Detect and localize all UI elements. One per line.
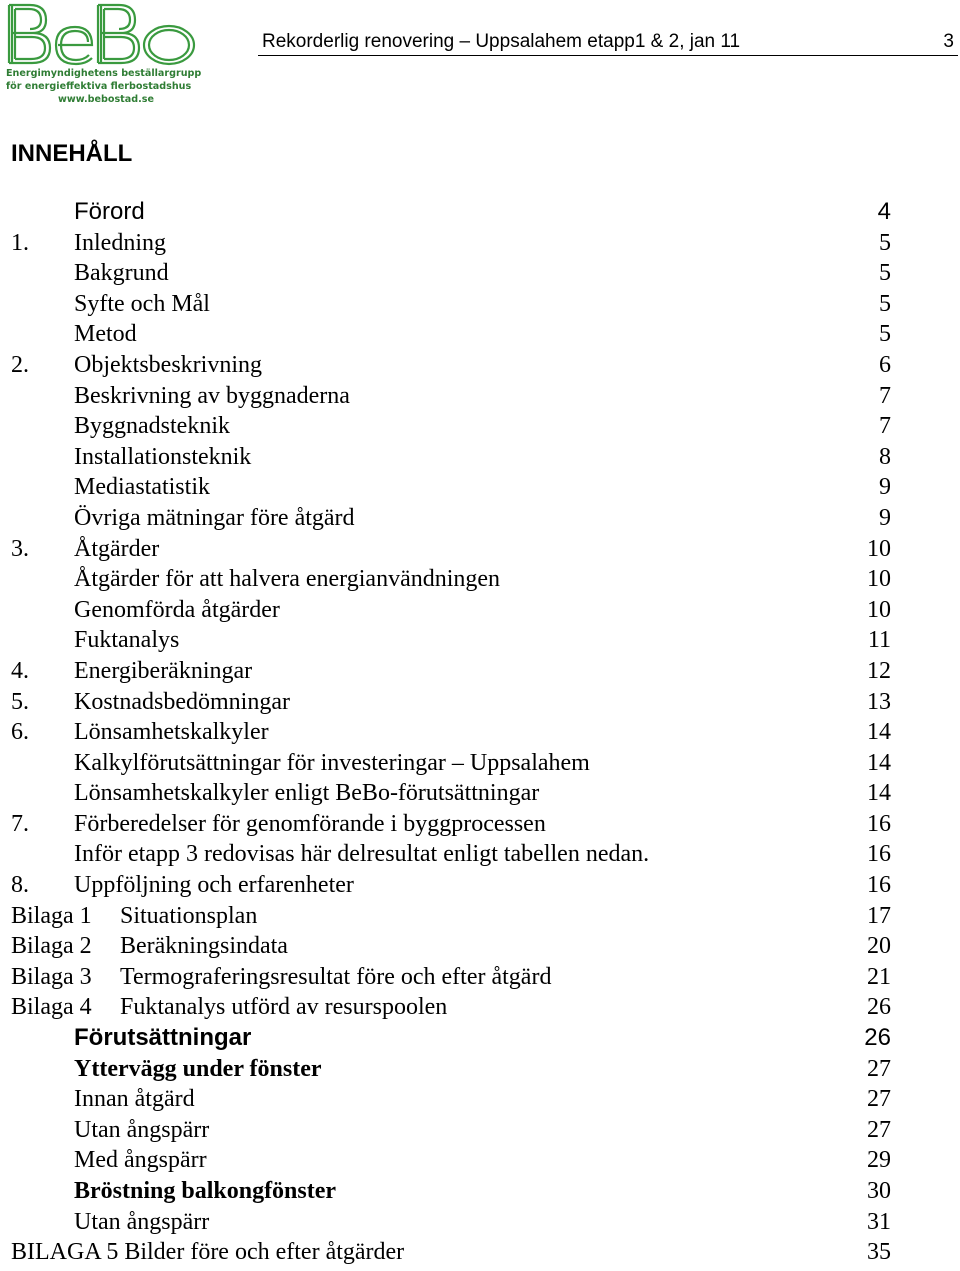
toc-entry[interactable] bbox=[0, 1237, 960, 1268]
toc-entry-title: Innan åtgärd bbox=[74, 1086, 195, 1113]
toc-entry-page: 27 bbox=[867, 1086, 891, 1113]
toc-entry-page: 10 bbox=[867, 596, 891, 623]
toc-entry[interactable] bbox=[0, 1084, 960, 1115]
toc-entry[interactable] bbox=[0, 228, 960, 259]
toc-entry[interactable] bbox=[0, 595, 960, 626]
toc-entry[interactable] bbox=[0, 197, 960, 228]
toc-entry-title: Fuktanalys bbox=[74, 627, 180, 654]
toc-entry[interactable] bbox=[0, 809, 960, 840]
toc-entry-title: Energiberäkningar bbox=[74, 657, 253, 684]
toc-entry-page: 10 bbox=[867, 535, 891, 562]
toc-entry-page: 20 bbox=[867, 933, 891, 960]
toc-entry[interactable] bbox=[0, 1023, 960, 1054]
toc-entry-title: Åtgärder bbox=[74, 535, 160, 562]
toc-entry-page: 9 bbox=[879, 474, 891, 501]
toc-entry-title: Utan ångspärr bbox=[74, 1116, 210, 1143]
toc-entry-page: 7 bbox=[879, 413, 891, 440]
toc-entry-page: 4 bbox=[877, 198, 891, 225]
toc-entry-page: 16 bbox=[867, 810, 891, 837]
toc-entry-page: 5 bbox=[879, 321, 891, 348]
toc-entry-title: Med ångspärr bbox=[74, 1147, 207, 1174]
toc-entry[interactable] bbox=[0, 442, 960, 473]
toc-entry-number: 3. bbox=[11, 535, 29, 562]
toc-entry-page: 5 bbox=[879, 290, 891, 317]
toc-entry-title: Beräkningsindata bbox=[120, 933, 288, 960]
toc-entry-page: 7 bbox=[879, 382, 891, 409]
toc-entry[interactable] bbox=[0, 411, 960, 442]
toc-entry-title: Beskrivning av byggnaderna bbox=[74, 382, 350, 409]
toc-entry-title: Åtgärder för att halvera energianvändningen bbox=[74, 566, 501, 593]
toc-entry-page: 29 bbox=[867, 1147, 891, 1174]
toc-entry-page: 13 bbox=[867, 688, 891, 715]
logo-tagline-1: Energimyndighetens beställargrupp bbox=[6, 68, 202, 79]
page-number: 3 bbox=[943, 31, 954, 52]
toc-entry[interactable] bbox=[0, 381, 960, 412]
toc-entry-title: Lönsamhetskalkyler bbox=[74, 719, 269, 746]
toc-entry-title: Övriga mätningar före åtgärd bbox=[74, 504, 355, 531]
toc-entry-number: 4. bbox=[11, 657, 29, 684]
toc-entry-title: Förberedelser för genomförande i byggprocessen bbox=[74, 810, 546, 837]
toc-entry-title: Installationsteknik bbox=[74, 443, 252, 470]
toc-entry[interactable] bbox=[0, 992, 960, 1023]
toc-entry-page: 26 bbox=[867, 994, 891, 1021]
toc-entry-number: 2. bbox=[11, 351, 29, 378]
toc-entry-title: Inför etapp 3 redovisas här delresultat enligt tabellen nedan. bbox=[74, 841, 650, 868]
table-of-contents bbox=[0, 197, 960, 1268]
toc-entry[interactable] bbox=[0, 258, 960, 289]
toc-entry-page: 14 bbox=[867, 749, 891, 776]
toc-entry[interactable] bbox=[0, 931, 960, 962]
toc-entry[interactable] bbox=[0, 870, 960, 901]
toc-entry-page: 11 bbox=[867, 627, 891, 654]
toc-entry-page: 35 bbox=[867, 1239, 891, 1266]
toc-entry[interactable] bbox=[0, 656, 960, 687]
toc-entry-title: Bröstning balkongfönster bbox=[74, 1178, 337, 1204]
toc-entry-title: Situationsplan bbox=[120, 902, 258, 929]
toc-entry[interactable] bbox=[0, 1145, 960, 1176]
toc-entry-title: Objektsbeskrivning bbox=[74, 351, 262, 378]
toc-entry-page: 6 bbox=[879, 351, 891, 378]
toc-entry-number: Bilaga 3 bbox=[11, 963, 92, 990]
toc-heading: INNEHÅLL bbox=[11, 140, 133, 167]
toc-entry-title: Förutsättningar bbox=[74, 1024, 252, 1052]
toc-entry-title: BILAGA 5 Bilder före och efter åtgärder bbox=[11, 1239, 405, 1266]
toc-entry[interactable] bbox=[0, 564, 960, 595]
header-divider bbox=[258, 55, 958, 56]
toc-entry-number: Bilaga 1 bbox=[11, 902, 92, 929]
toc-entry-title: Mediastatistik bbox=[74, 474, 210, 501]
toc-entry[interactable] bbox=[0, 1054, 960, 1085]
toc-entry-page: 5 bbox=[879, 229, 891, 256]
toc-entry-number: 6. bbox=[11, 719, 29, 746]
toc-entry-page: 12 bbox=[867, 657, 891, 684]
toc-entry-page: 5 bbox=[879, 260, 891, 287]
toc-entry[interactable] bbox=[0, 1115, 960, 1146]
toc-entry[interactable] bbox=[0, 472, 960, 503]
toc-entry-title: Utan ångspärr bbox=[74, 1208, 210, 1235]
toc-entry-title: Byggnadsteknik bbox=[74, 413, 230, 440]
toc-entry-page: 16 bbox=[867, 841, 891, 868]
toc-entry-page: 27 bbox=[867, 1055, 891, 1082]
toc-entry-page: 21 bbox=[867, 963, 891, 990]
toc-entry-page: 9 bbox=[879, 504, 891, 531]
toc-entry-page: 8 bbox=[879, 443, 891, 470]
toc-entry-number: Bilaga 4 bbox=[11, 994, 92, 1021]
bebo-logo bbox=[6, 0, 200, 108]
toc-entry-number: 1. bbox=[11, 229, 29, 256]
running-header-title: Rekorderlig renovering – Uppsalahem etapp1 & 2, jan 11 bbox=[262, 31, 741, 52]
toc-entry-title: Syfte och Mål bbox=[74, 290, 210, 317]
toc-entry-page: 14 bbox=[867, 719, 891, 746]
toc-entry[interactable] bbox=[0, 625, 960, 656]
toc-entry[interactable] bbox=[0, 1207, 960, 1238]
toc-entry-title: Yttervägg under fönster bbox=[74, 1055, 322, 1082]
toc-entry-title: Metod bbox=[74, 321, 137, 348]
toc-entry[interactable] bbox=[0, 1176, 960, 1207]
toc-entry-page: 16 bbox=[867, 872, 891, 899]
toc-entry[interactable] bbox=[0, 962, 960, 993]
toc-entry[interactable] bbox=[0, 839, 960, 870]
toc-entry-title: Termograferingsresultat före och efter åtgärd bbox=[120, 963, 552, 990]
toc-entry-number: 5. bbox=[11, 688, 29, 715]
toc-entry-title: Bakgrund bbox=[74, 260, 169, 287]
toc-entry-title: Kalkylförutsättningar för investeringar – Uppsalahem bbox=[74, 749, 590, 776]
toc-entry-number: 7. bbox=[11, 810, 29, 837]
toc-entry-title: Förord bbox=[74, 198, 145, 225]
toc-entry-number: Bilaga 2 bbox=[11, 933, 92, 960]
toc-entry[interactable] bbox=[0, 503, 960, 534]
toc-entry[interactable] bbox=[0, 687, 960, 718]
toc-entry[interactable] bbox=[0, 319, 960, 350]
toc-entry[interactable] bbox=[0, 289, 960, 320]
toc-entry-page: 10 bbox=[867, 566, 891, 593]
logo-tagline-2: för energieffektiva flerbostadshus bbox=[6, 81, 192, 92]
toc-entry-title: Fuktanalys utförd av resurspoolen bbox=[120, 994, 448, 1021]
toc-entry-page: 30 bbox=[867, 1178, 891, 1204]
toc-entry-number: 8. bbox=[11, 872, 29, 899]
toc-entry[interactable] bbox=[0, 534, 960, 565]
toc-entry-page: 26 bbox=[864, 1024, 891, 1052]
toc-entry[interactable] bbox=[0, 778, 960, 809]
toc-entry-page: 27 bbox=[867, 1116, 891, 1143]
toc-entry[interactable] bbox=[0, 350, 960, 381]
toc-entry-page: 14 bbox=[867, 780, 891, 807]
toc-entry[interactable] bbox=[0, 901, 960, 932]
toc-entry[interactable] bbox=[0, 748, 960, 779]
toc-entry-page: 31 bbox=[867, 1208, 891, 1235]
toc-entry-title: Genomförda åtgärder bbox=[74, 596, 280, 623]
toc-entry[interactable] bbox=[0, 717, 960, 748]
toc-entry-title: Uppföljning och erfarenheter bbox=[74, 872, 354, 899]
logo-url: www.bebostad.se bbox=[58, 94, 154, 105]
toc-entry-title: Inledning bbox=[74, 229, 166, 256]
toc-entry-page: 17 bbox=[867, 902, 891, 929]
toc-entry-title: Lönsamhetskalkyler enligt BeBo-förutsättningar bbox=[74, 780, 540, 807]
toc-entry-title: Kostnadsbedömningar bbox=[74, 688, 290, 715]
